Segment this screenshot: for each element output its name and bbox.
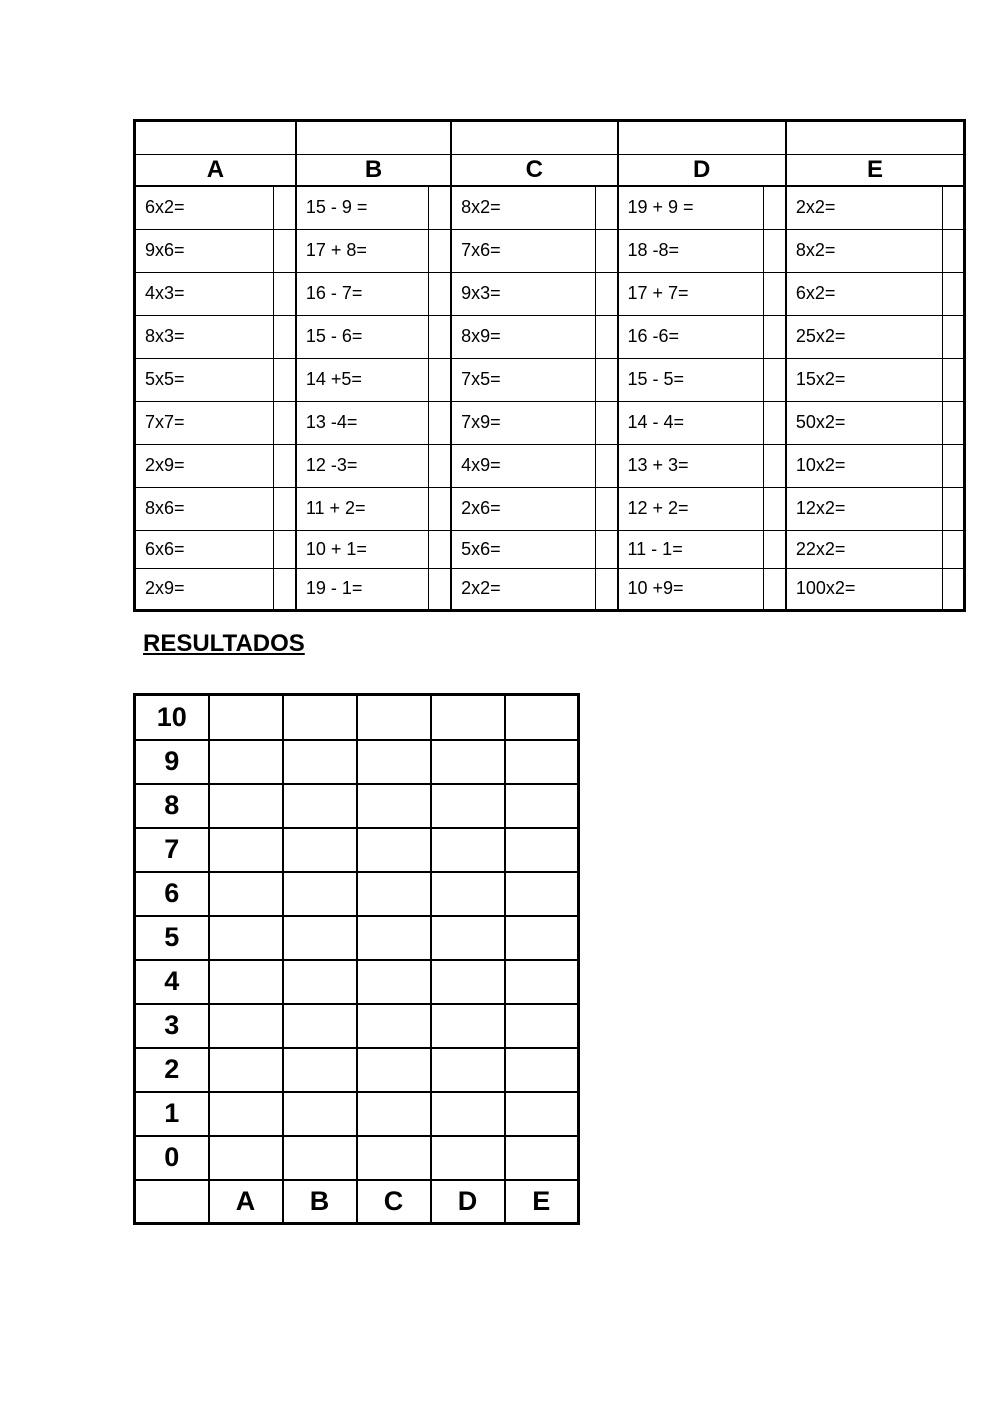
exercise-c-1: 8x2= [451,186,595,229]
level-label: 1 [135,1092,209,1136]
result-cell[interactable] [283,1004,357,1048]
table-row [135,401,965,444]
answer-cell[interactable] [764,530,786,568]
table-row [135,315,965,358]
result-cell[interactable] [209,828,283,872]
exercise-d-5: 15 - 5= [618,358,764,401]
result-cell[interactable] [431,1136,505,1180]
column-label-a: A [209,1180,283,1224]
table-row [135,1092,579,1136]
answer-cell[interactable] [595,487,617,530]
result-cell[interactable] [283,1048,357,1092]
answer-cell[interactable] [764,358,786,401]
level-label: 5 [135,916,209,960]
table-row [135,272,965,315]
table-row [135,916,579,960]
table-row [135,740,579,784]
result-cell[interactable] [209,872,283,916]
answer-cell[interactable] [764,272,786,315]
table-row [135,872,579,916]
result-cell[interactable] [283,828,357,872]
exercise-e-7: 10x2= [786,444,942,487]
answer-cell[interactable] [595,530,617,568]
result-cell[interactable] [209,916,283,960]
exercise-e-6: 50x2= [786,401,942,444]
exercise-a-2: 9x6= [135,229,274,272]
result-cell[interactable] [431,916,505,960]
blank-header-cell [296,121,451,155]
exercise-d-3: 17 + 7= [618,272,764,315]
exercise-c-7: 4x9= [451,444,595,487]
column-labels-row [135,1180,579,1224]
answer-cell[interactable] [274,229,296,272]
exercise-a-7: 2x9= [135,444,274,487]
answer-cell[interactable] [595,272,617,315]
level-label: 0 [135,1136,209,1180]
table-row [135,568,965,610]
answer-cell[interactable] [274,186,296,229]
exercise-c-9: 5x6= [451,530,595,568]
table-row [135,186,965,229]
answer-cell[interactable] [942,186,964,229]
result-cell[interactable] [431,695,505,740]
result-cell[interactable] [357,695,431,740]
table-row [135,487,965,530]
exercise-e-8: 12x2= [786,487,942,530]
exercise-e-4: 25x2= [786,315,942,358]
answer-cell[interactable] [429,568,451,610]
result-cell[interactable] [209,1136,283,1180]
table-row [135,1048,579,1092]
exercise-e-1: 2x2= [786,186,942,229]
answer-cell[interactable] [595,444,617,487]
answer-cell[interactable] [595,358,617,401]
group-header-d: D [618,155,786,187]
result-cell[interactable] [505,828,579,872]
result-cell[interactable] [505,1136,579,1180]
answer-cell[interactable] [595,401,617,444]
result-cell[interactable] [431,740,505,784]
group-header-e: E [786,155,965,187]
result-cell[interactable] [209,784,283,828]
answer-cell[interactable] [274,401,296,444]
exercise-e-9: 22x2= [786,530,942,568]
answer-cell[interactable] [429,315,451,358]
answer-cell[interactable] [429,229,451,272]
table-row [135,530,965,568]
result-cell[interactable] [505,1048,579,1092]
group-header-c: C [451,155,617,187]
result-cell[interactable] [357,828,431,872]
exercise-b-6: 13 -4= [296,401,429,444]
answer-cell[interactable] [764,229,786,272]
answer-cell[interactable] [274,487,296,530]
result-cell[interactable] [431,1004,505,1048]
level-label: 4 [135,960,209,1004]
result-cell[interactable] [505,1092,579,1136]
table-row [135,358,965,401]
result-cell[interactable] [283,872,357,916]
answer-cell[interactable] [764,401,786,444]
result-cell[interactable] [505,1004,579,1048]
exercise-c-10: 2x2= [451,568,595,610]
table-row [135,1136,579,1180]
blank-header-cell [135,121,296,155]
column-label-e: E [505,1180,579,1224]
result-cell[interactable] [283,1136,357,1180]
table-row [135,828,579,872]
exercise-b-4: 15 - 6= [296,315,429,358]
table-row [135,784,579,828]
answer-cell[interactable] [429,530,451,568]
exercise-d-8: 12 + 2= [618,487,764,530]
answer-cell[interactable] [429,487,451,530]
level-label: 3 [135,1004,209,1048]
result-cell[interactable] [283,740,357,784]
blank-header-cell [786,121,965,155]
results-title: RESULTADOS [143,630,305,657]
exercise-b-1: 15 - 9 = [296,186,429,229]
result-cell[interactable] [357,1004,431,1048]
result-cell[interactable] [431,872,505,916]
answer-cell[interactable] [429,444,451,487]
answer-cell[interactable] [274,444,296,487]
answer-cell[interactable] [274,530,296,568]
table-row [135,960,579,1004]
result-cell[interactable] [431,784,505,828]
level-label: 7 [135,828,209,872]
blank-header-cell [618,121,786,155]
answer-cell[interactable] [429,358,451,401]
exercise-c-6: 7x9= [451,401,595,444]
column-label-b: B [283,1180,357,1224]
exercise-e-5: 15x2= [786,358,942,401]
results-table [133,693,580,1225]
result-cell[interactable] [431,828,505,872]
exercise-b-2: 17 + 8= [296,229,429,272]
result-cell[interactable] [357,916,431,960]
answer-cell[interactable] [942,229,964,272]
result-cell[interactable] [357,1092,431,1136]
answer-cell[interactable] [942,444,964,487]
blank-corner-cell [135,1180,209,1224]
exercise-d-7: 13 + 3= [618,444,764,487]
level-label: 9 [135,740,209,784]
exercise-c-5: 7x5= [451,358,595,401]
result-cell[interactable] [283,784,357,828]
exercise-e-2: 8x2= [786,229,942,272]
result-cell[interactable] [431,1048,505,1092]
result-cell[interactable] [209,740,283,784]
result-cell[interactable] [209,695,283,740]
result-cell[interactable] [431,960,505,1004]
exercise-d-1: 19 + 9 = [618,186,764,229]
answer-cell[interactable] [942,358,964,401]
result-cell[interactable] [283,916,357,960]
answer-cell[interactable] [595,568,617,610]
group-header-a: A [135,155,296,187]
answer-cell[interactable] [429,272,451,315]
exercise-table [133,119,966,612]
exercise-a-5: 5x5= [135,358,274,401]
answer-cell[interactable] [274,272,296,315]
column-label-c: C [357,1180,431,1224]
answer-cell[interactable] [274,358,296,401]
answer-cell[interactable] [764,568,786,610]
result-cell[interactable] [209,1092,283,1136]
result-cell[interactable] [283,960,357,1004]
exercise-d-10: 10 +9= [618,568,764,610]
result-cell[interactable] [505,740,579,784]
level-label: 6 [135,872,209,916]
result-cell[interactable] [357,960,431,1004]
answer-cell[interactable] [942,568,964,610]
result-cell[interactable] [431,1092,505,1136]
answer-cell[interactable] [942,530,964,568]
exercise-b-7: 12 -3= [296,444,429,487]
result-cell[interactable] [357,872,431,916]
exercise-e-10: 100x2= [786,568,942,610]
exercise-a-3: 4x3= [135,272,274,315]
exercise-c-2: 7x6= [451,229,595,272]
exercise-a-4: 8x3= [135,315,274,358]
answer-cell[interactable] [429,401,451,444]
result-cell[interactable] [209,1004,283,1048]
exercise-d-9: 11 - 1= [618,530,764,568]
exercise-a-8: 8x6= [135,487,274,530]
column-label-d: D [431,1180,505,1224]
exercise-e-3: 6x2= [786,272,942,315]
exercise-b-3: 16 - 7= [296,272,429,315]
group-header-b: B [296,155,451,187]
exercise-a-6: 7x7= [135,401,274,444]
answer-cell[interactable] [595,186,617,229]
answer-cell[interactable] [429,186,451,229]
answer-cell[interactable] [942,487,964,530]
result-cell[interactable] [505,784,579,828]
result-cell[interactable] [357,784,431,828]
table-row [135,444,965,487]
result-cell[interactable] [209,960,283,1004]
answer-cell[interactable] [764,444,786,487]
exercise-c-4: 8x9= [451,315,595,358]
answer-cell[interactable] [595,315,617,358]
exercise-d-2: 18 -8= [618,229,764,272]
table-row [135,229,965,272]
result-cell[interactable] [505,695,579,740]
result-cell[interactable] [209,1048,283,1092]
answer-cell[interactable] [942,272,964,315]
exercise-a-1: 6x2= [135,186,274,229]
result-cell[interactable] [505,960,579,1004]
level-label: 2 [135,1048,209,1092]
blank-header-cell [451,121,617,155]
result-cell[interactable] [357,1136,431,1180]
level-label: 10 [135,695,209,740]
level-label: 8 [135,784,209,828]
answer-cell[interactable] [274,315,296,358]
result-cell[interactable] [283,1092,357,1136]
result-cell[interactable] [505,872,579,916]
answer-cell[interactable] [764,186,786,229]
table-row [135,695,579,740]
exercise-d-4: 16 -6= [618,315,764,358]
answer-cell[interactable] [942,401,964,444]
answer-cell[interactable] [764,487,786,530]
exercise-b-8: 11 + 2= [296,487,429,530]
result-cell[interactable] [357,1048,431,1092]
result-cell[interactable] [505,916,579,960]
result-cell[interactable] [357,740,431,784]
answer-cell[interactable] [764,315,786,358]
exercise-b-5: 14 +5= [296,358,429,401]
answer-cell[interactable] [595,229,617,272]
exercise-d-6: 14 - 4= [618,401,764,444]
answer-cell[interactable] [274,568,296,610]
exercise-a-10: 2x9= [135,568,274,610]
exercise-b-10: 19 - 1= [296,568,429,610]
exercise-c-8: 2x6= [451,487,595,530]
table-row [135,1004,579,1048]
exercise-a-9: 6x6= [135,530,274,568]
result-cell[interactable] [283,695,357,740]
exercise-c-3: 9x3= [451,272,595,315]
answer-cell[interactable] [942,315,964,358]
exercise-b-9: 10 + 1= [296,530,429,568]
